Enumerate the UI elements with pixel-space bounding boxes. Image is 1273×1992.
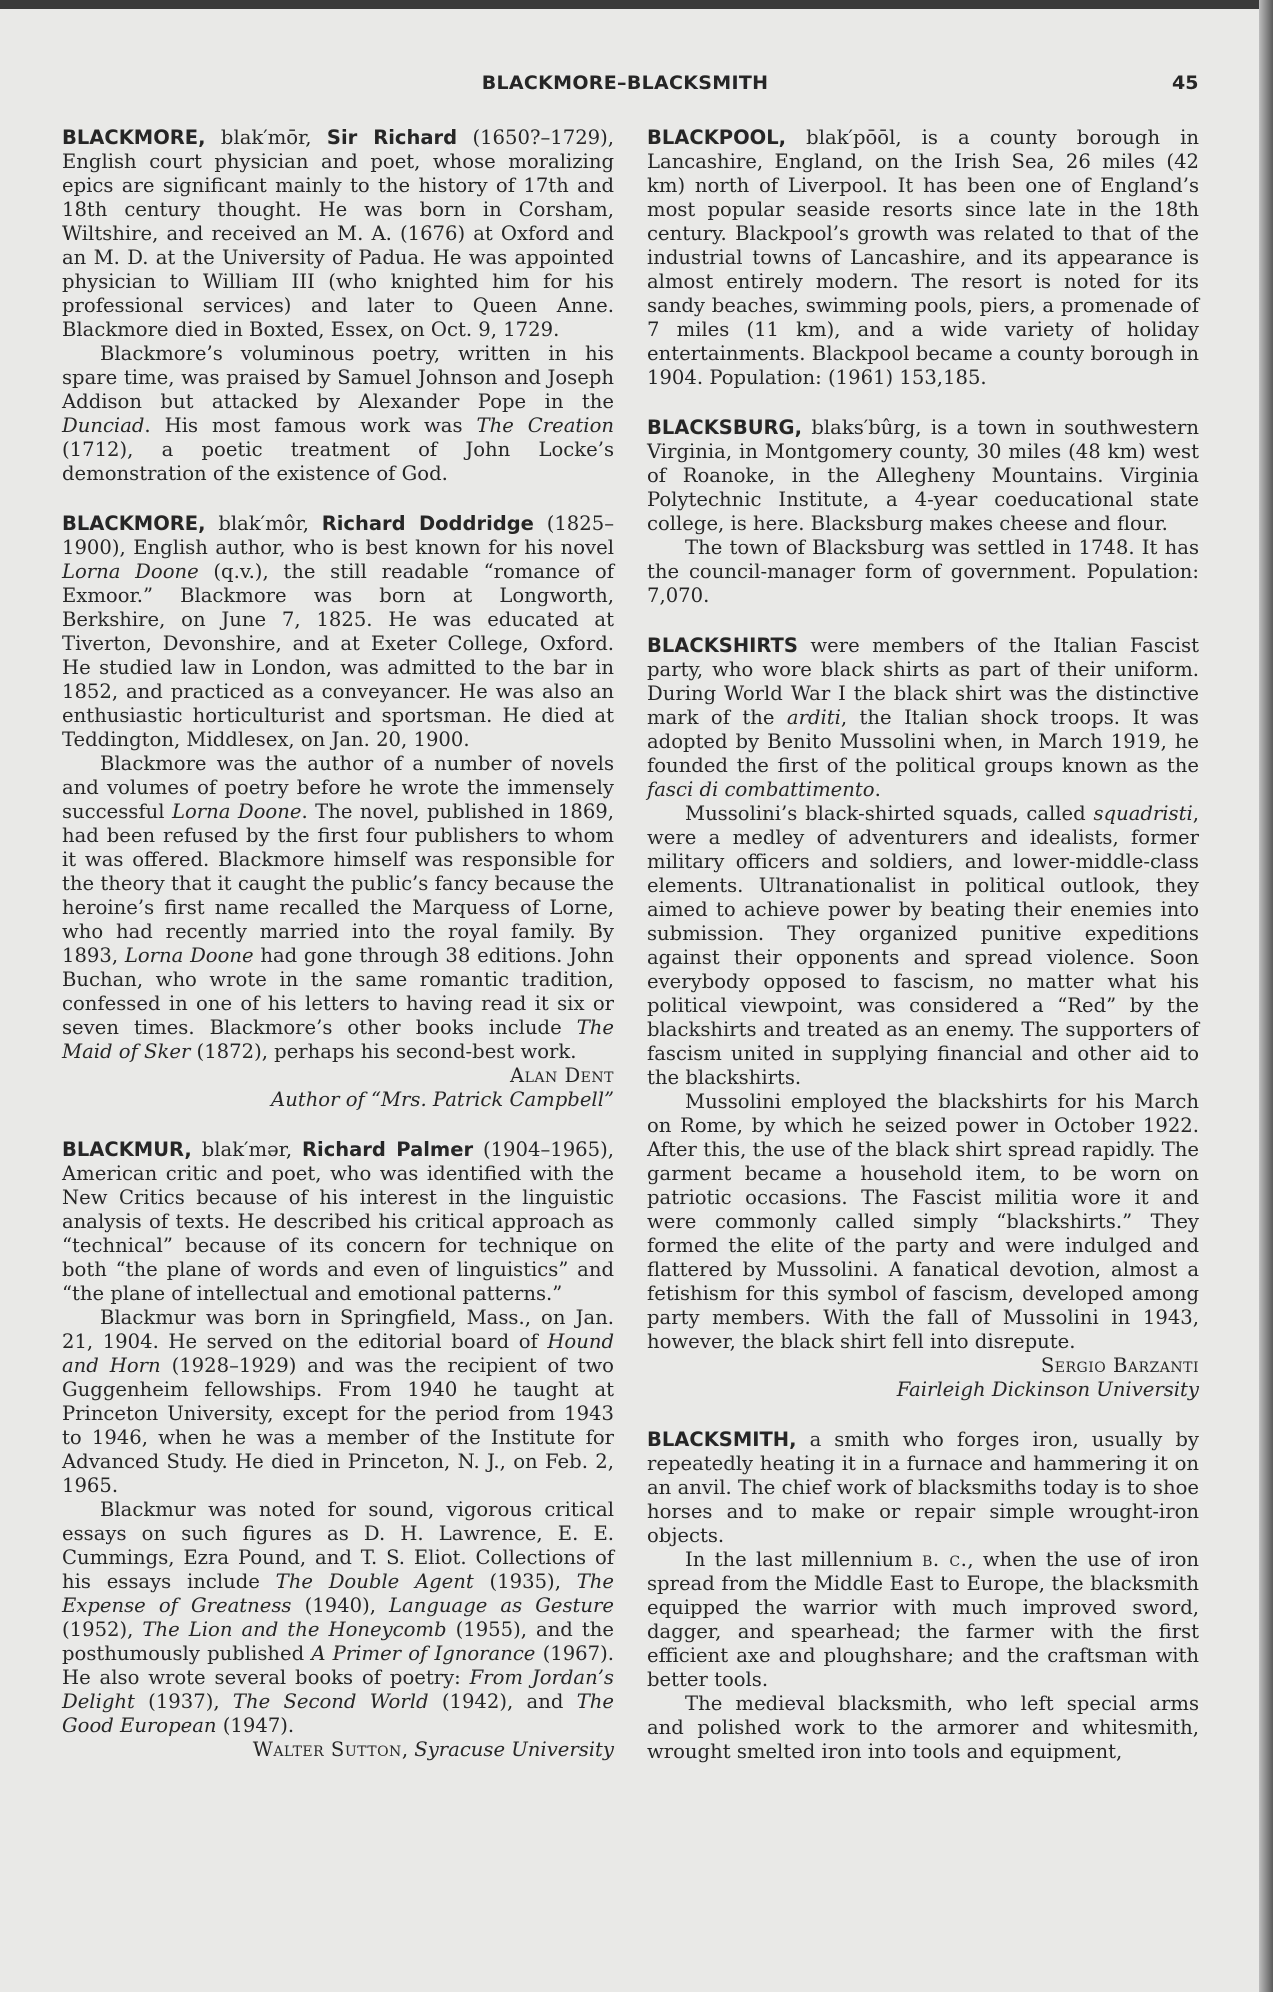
entry-paragraph (647, 1692, 1199, 1764)
scan-edge-top (0, 0, 1273, 9)
text-run: The Double Agent (275, 1570, 474, 1593)
entry-paragraph (62, 752, 614, 1064)
author-signature (62, 1088, 614, 1112)
text-run: The Creation (476, 414, 614, 437)
text-run: fasci di combattimento (647, 778, 875, 801)
entry-headword: BLACKMORE, (62, 126, 206, 149)
text-run: (1940), (291, 1594, 390, 1617)
entry-paragraph (647, 126, 1199, 390)
text-run: A Primer of Ignorance (311, 1642, 536, 1665)
text-run: (1650?–1729), English court physician and poet, whose moralizing epics are significant mainly to the history of 17th and 18th century thought. He was born in Corsham, Wiltshire, and received an M. A. (1676) at Oxford and an M. D. at the University of Padua. He was appointed physician to William III (who knighted him for his professional services) and later to Queen Anne. Blackmore died in Boxted, Essex, on Oct. 9, 1729. (62, 126, 614, 341)
text-run: Hound and Horn (62, 1330, 614, 1377)
entry-paragraph (62, 1498, 614, 1738)
entry-headword: BLACKMORE, (62, 512, 206, 535)
text-run: (1937), (134, 1690, 233, 1713)
signature-text: Author of “Mrs. Patrick Campbell” (271, 1088, 614, 1111)
entry-paragraph (62, 342, 614, 486)
entry-paragraph (647, 802, 1199, 1090)
right-column (647, 126, 1199, 1790)
entry-headword: BLACKSMITH, (647, 1428, 797, 1451)
text-run: , the Italian shock troops. It was adopted by Benito Mussolini when, in March 1919, he founded the first of the political groups known as the (647, 706, 1199, 777)
running-header: BLACKMORE–BLACKSMITH (481, 72, 769, 94)
text-run: Dunciad (62, 414, 145, 437)
encyclopedia-entry (62, 126, 614, 486)
text-run: were members of the Italian Fascist party, who wore black shirts as part of their uniform. During World War I the black shirt was the distinctive mark of the (647, 634, 1199, 729)
text-run: (1872), perhaps his second-best work. (190, 1040, 577, 1063)
text-run: Blackmur was noted for sound, vigorous critical essays on such figures as D. H. Lawrence, E. E. Cummings, Ezra Pound, and T. S. Eliot. Collections of his essays include (62, 1498, 614, 1593)
text-run: The medieval blacksmith, who left special arms and polished work to the armorer and whitesmith, wrought smelted iron into tools and equipment, (647, 1692, 1199, 1763)
text-run: (1935), (473, 1570, 577, 1593)
entry-headword: BLACKPOOL, (647, 126, 787, 149)
entry-paragraph (647, 1548, 1199, 1692)
text-run: Lorna Doone (171, 800, 302, 823)
text-run: Blackmur was born in Springfield, Mass., on Jan. 21, 1904. He served on the editorial board of (62, 1306, 614, 1353)
encyclopedia-entry (62, 1138, 614, 1762)
text-run: (1825–1900), English author, who is best known for his novel (62, 512, 614, 559)
text-run: The town of Blacksburg was settled in 1748. It has the council-manager form of government. Population: 7,070. (647, 536, 1199, 607)
text-run: The Second World (232, 1690, 429, 1713)
signature-text: Alan Dent (509, 1064, 614, 1087)
text-run: The Lion and the Honeycomb (142, 1618, 447, 1641)
entry-paragraph (647, 1090, 1199, 1354)
text-run: Language as Gesture (389, 1594, 615, 1617)
encyclopedia-entry (62, 512, 614, 1112)
encyclopedia-entry (647, 126, 1199, 390)
text-run: , when the use of iron spread from the Middle East to Europe, the blacksmith equipped the warrior with much improved sword, dagger, and spearhead; the farmer with the first efficient axe and ploughshare; and the craftsman with better tools. (647, 1548, 1200, 1691)
scan-edge-right (1259, 0, 1273, 1992)
entry-paragraph (647, 634, 1199, 802)
page-number: 45 (1172, 72, 1199, 94)
text-run: . (874, 778, 881, 801)
author-signature (647, 1378, 1199, 1402)
text-run: (1967). He also wrote several books of poetry: (62, 1642, 614, 1689)
text-run: (q.v.), the still readable “romance of Exmoor.” Blackmore was born at Longworth, Berkshire, on June 7, 1825. He was educated at Tiverton, Devonshire, and at Exeter College, Oxford. He studied law in London, was admitted to the bar in 1852, and practiced as a conveyancer. He was also an enthusiastic horticulturist and sportsman. He died at Teddington, Middlesex, on Jan. 20, 1900. (62, 560, 614, 751)
entry-paragraph (62, 1306, 614, 1498)
entry-headword: Richard Doddridge (321, 512, 534, 535)
entry-headword: BLACKSHIRTS (647, 634, 798, 657)
text-run: The Good European (62, 1690, 614, 1737)
text-run: (1952), (62, 1618, 143, 1641)
text-run: blak′mər, (191, 1138, 302, 1161)
text-run: Lorna Doone (62, 560, 199, 583)
encyclopedia-entry (647, 634, 1199, 1402)
text-run: Mussolini’s black-shirted squads, called (685, 802, 1094, 825)
text-run: Blackmore’s voluminous poetry, written in his spare time, was praised by Samuel Johnson and Joseph Addison but attacked by Alexander Pope in the (62, 342, 614, 413)
entry-paragraph (647, 536, 1199, 608)
signature-text: Syracuse University (414, 1738, 614, 1761)
signature-text: Fairleigh Dickinson University (896, 1378, 1199, 1401)
text-run: The Maid of Sker (62, 1016, 614, 1063)
text-run: , were a medley of adventurers and idealists, former military officers and soldiers, and lower-middle-class elements. Ultranationalist in political outlook, they aimed to achieve power by beating their enemies into submission. They organized punitive expeditions against their opponents and spread violence. Soon everybody opposed to fascism, no matter what his political viewpoint, was considered a “Red” by the blackshirts and treated as an enemy. The supporters of fascism united in supplying financial and other aid to the blackshirts. (647, 802, 1199, 1089)
text-run: . The novel, published in 1869, had been refused by the first four publishers to whom it was offered. Blackmore himself was responsible for the theory that it caught the public’s fancy because the heroine’s first name recalled the Marquess of Lorne, who had recently married into the royal family. By 1893, (62, 800, 614, 967)
encyclopedia-entry (647, 1428, 1199, 1764)
text-run: Lorna Doone (124, 944, 254, 967)
text-run: Blackmore was the author of a number of novels and volumes of poetry before he wrote the immensely successful (62, 752, 614, 823)
text-run: b. c. (922, 1548, 968, 1571)
entry-paragraph (62, 512, 614, 752)
text-run: From Jordan’s Delight (62, 1666, 614, 1713)
author-signature (647, 1354, 1199, 1378)
entry-paragraph (647, 1428, 1199, 1548)
signature-text: Sergio Barzanti (1040, 1354, 1199, 1377)
text-run: (1928–1929) and was the recipient of two Guggenheim fellowships. From 1940 he taught at Princeton University, except for the period from 1943 to 1946, when he was a member of the Institute for Advanced Study. He died in Princeton, N. J., on Feb. 2, 1965. (62, 1354, 614, 1497)
entry-paragraph (62, 126, 614, 342)
text-run: In the last millennium (685, 1548, 923, 1571)
signature-text: , (401, 1738, 415, 1761)
text-run: (1904–1965), American critic and poet, who was identified with the New Critics because of his interest in the linguistic analysis of texts. He described his critical approach as “technical” because of its concern for technique on both “the plane of words and even of linguistics” and “the plane of intellectual and emotional patterns.” (62, 1138, 614, 1305)
author-signature (62, 1738, 614, 1762)
text-run: blak′mōr, (205, 126, 327, 149)
text-run: blak′pōōl, is a county borough in Lancashire, England, on the Irish Sea, 26 miles (42 km) north of Liverpool. It has been one of England’s most popular seaside resorts since late in the 18th century. Blackpool’s growth was related to that of the industrial towns of Lancashire, and its appearance is almost entirely modern. The resort is noted for its sandy beaches, swimming pools, piers, a promenade of 7 miles (11 km), and a wide variety of holiday entertainments. Blackpool became a county borough in 1904. Population: (1961) 153,185. (647, 126, 1199, 389)
entry-headword: BLACKMUR, (62, 1138, 192, 1161)
text-run: blaks′bûrg, is a town in southwestern Virginia, in Montgomery county, 30 miles (48 km) west of Roanoke, in the Allegheny Mountains. Virginia Polytechnic Institute, a 4-year coeducational state college, is here. Blacksburg makes cheese and flour. (647, 416, 1199, 535)
text-run: . His most famous work was (144, 414, 477, 437)
left-column (62, 126, 614, 1788)
text-run: had gone through 38 editions. John Buchan, who wrote in the same romantic tradition, confessed in one of his letters to having read it six or seven times. Blackmore’s other books include (62, 944, 614, 1039)
text-run: blak′môr, (205, 512, 322, 535)
entry-headword: Sir Richard (326, 126, 458, 149)
text-run: Mussolini employed the blackshirts for his March on Rome, by which he seized power in October 1922. After this, the use of the black shirt spread rapidly. The garment became a household item, to be worn on patriotic occasions. The Fascist militia wore it and were commonly called simply “blackshirts.” They formed the elite of the party and were indulged and flattered by Mussolini. A fanatical devotion, almost a fetishism for this symbol of fascism, developed among party members. With the fall of Mussolini in 1943, however, the black shirt fell into disrepute. (647, 1090, 1199, 1353)
text-run: arditi (786, 706, 841, 729)
text-run: squadristi (1093, 802, 1193, 825)
signature-text: Walter Sutton (252, 1738, 402, 1761)
entry-paragraph (647, 416, 1199, 536)
text-run: (1712), a poetic treatment of John Locke’s demonstration of the existence of God. (62, 438, 614, 485)
text-run: (1955), and the posthumously published (62, 1618, 614, 1665)
text-run: a smith who forges iron, usually by repeatedly heating it in a furnace and hammering it on an anvil. The chief work of blacksmiths today is to shoe horses and to make or repair simple wrought-iron objects. (647, 1428, 1199, 1547)
entry-paragraph (62, 1138, 614, 1306)
encyclopedia-entry (647, 416, 1199, 608)
entry-headword: BLACKSBURG, (647, 416, 802, 439)
text-run: (1947). (216, 1714, 295, 1737)
text-run: (1942), and (428, 1690, 577, 1713)
entry-headword: Richard Palmer (302, 1138, 474, 1161)
author-signature (62, 1064, 614, 1088)
text-run: The Expense of Greatness (62, 1570, 614, 1617)
